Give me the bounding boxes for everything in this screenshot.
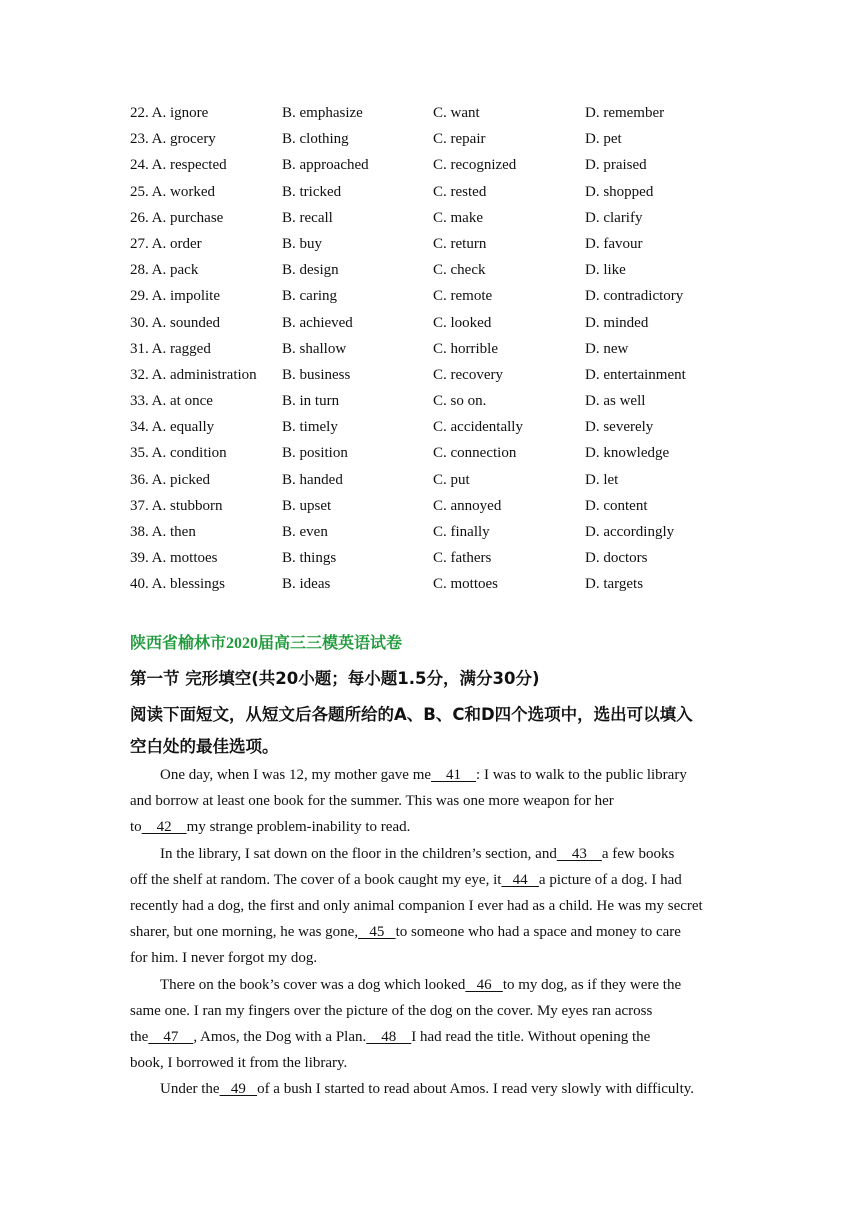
option-row [130, 414, 740, 440]
option-a: 22. A. ignore [130, 105, 209, 121]
passage-line [130, 972, 730, 998]
blank-48: 48 [366, 1028, 412, 1045]
passage-text: same one. I ran my fingers over the picture of the dog on the cover. My eyes ran across [130, 1002, 653, 1019]
option-a: 23. A. grocery [130, 131, 216, 148]
option-b: B. caring [282, 288, 337, 305]
passage-text: : I was to walk to the public library [476, 767, 687, 783]
passage-text: a picture of a dog. I had [538, 871, 682, 888]
option-row [130, 126, 740, 152]
option-row [130, 519, 740, 545]
option-row [130, 100, 740, 126]
passage-line [130, 841, 730, 867]
option-a: 27. A. order [130, 235, 202, 252]
instructions-line-1: 阅读下面短文，从短文后各题所给的A、B、C和D四个选项中，选出可以填入 [130, 705, 693, 724]
option-d: D. content [585, 497, 648, 514]
option-c: C. mottoes [433, 576, 499, 593]
section-heading: 第一节 完形填空(共20小题；每小题1.5分，满分30分) [130, 669, 540, 688]
option-row [130, 152, 740, 178]
option-a: 31. A. ragged [130, 340, 211, 357]
option-b: B. handed [282, 471, 343, 488]
option-a: 33. A. at once [130, 393, 213, 410]
passage-line [130, 814, 730, 840]
option-c: C. accidentally [433, 419, 523, 436]
passage-line [130, 867, 730, 893]
option-row [130, 310, 740, 336]
blank-44: 44 [501, 871, 539, 888]
option-row [130, 545, 740, 571]
option-row [130, 336, 740, 362]
option-b: B. upset [282, 497, 332, 514]
option-d: D. pet [585, 131, 622, 148]
option-b: B. business [282, 366, 351, 383]
instructions-line-2: 空白处的最佳选项。 [130, 737, 279, 756]
option-c: C. rested [433, 183, 487, 200]
option-c: C. repair [433, 131, 486, 148]
option-d: D. accordingly [585, 524, 675, 540]
option-b: B. recall [282, 209, 333, 226]
option-c: C. so on. [433, 393, 487, 410]
option-b: B. position [282, 445, 348, 462]
option-d: D. targets [585, 576, 644, 593]
blank-41: 41 [431, 767, 477, 783]
passage-text: sharer, but one morning, he was gone, [130, 924, 359, 941]
passage-line [130, 998, 730, 1024]
option-d: D. doctors [585, 550, 648, 567]
option-b: B. even [282, 524, 328, 540]
option-b: B. shallow [282, 340, 347, 357]
blank-43: 43 [556, 845, 602, 862]
passage-text: book, I borrowed it from the library. [130, 1055, 348, 1072]
option-c: C. recognized [433, 157, 517, 174]
passage-text: to my dog, as if they were the [502, 976, 682, 993]
option-b: B. approached [282, 157, 369, 174]
option-d: D. new [585, 340, 629, 357]
option-b: B. achieved [282, 314, 353, 331]
option-b: B. ideas [282, 576, 331, 593]
section-title: 陕西省榆林市2020届高三三模英语试卷 [130, 635, 403, 652]
option-row [130, 179, 740, 205]
option-row [130, 440, 740, 466]
option-row [130, 467, 740, 493]
option-row [130, 362, 740, 388]
option-c: C. recovery [433, 366, 503, 383]
option-c: C. connection [433, 445, 517, 462]
option-c: C. horrible [433, 340, 498, 357]
passage-line [130, 919, 730, 945]
passage-text: I had read the title. Without opening the [411, 1028, 651, 1045]
option-a: 26. A. purchase [130, 209, 224, 226]
passage-text: to someone who had a space and money to care [395, 924, 681, 941]
option-d: D. minded [585, 314, 649, 331]
passage-text: In the library, I sat down on the floor in the children’s section, and [160, 845, 557, 862]
option-c: C. put [433, 471, 470, 488]
passage-text: my strange problem-inability to read. [186, 819, 411, 836]
passage-line [130, 1076, 730, 1102]
option-a: 30. A. sounded [130, 314, 220, 331]
option-d: D. entertainment [585, 366, 686, 383]
blank-46: 46 [465, 976, 503, 993]
passage-text: a few books [601, 845, 675, 862]
option-a: 35. A. condition [130, 445, 227, 462]
option-d: D. shopped [585, 183, 654, 200]
option-row [130, 493, 740, 519]
passage-text: of a bush I started to read about Amos. I read very slowly with difficulty. [257, 1081, 695, 1098]
option-b: B. buy [282, 235, 323, 252]
option-d: D. clarify [585, 209, 643, 226]
option-row [130, 257, 740, 283]
option-b: B. design [282, 262, 339, 279]
passage-text: One day, when I was 12, my mother gave me [160, 767, 432, 783]
option-a: 38. A. then [130, 524, 196, 540]
option-row [130, 283, 740, 309]
option-c: C. looked [433, 314, 492, 331]
option-b: B. timely [282, 419, 338, 436]
option-c: C. make [433, 209, 483, 226]
option-b: B. in turn [282, 393, 340, 410]
option-b: B. tricked [282, 183, 342, 200]
passage-text: the [130, 1028, 149, 1045]
option-a: 32. A. administration [130, 366, 257, 383]
option-row [130, 231, 740, 257]
passage-text: recently had a dog, the first and only animal companion I ever had as a child. He was my secret [130, 897, 703, 914]
option-row [130, 205, 740, 231]
passage-text: to [130, 819, 142, 836]
option-c: C. fathers [433, 550, 492, 567]
option-c: C. want [433, 105, 480, 121]
option-c: C. finally [433, 524, 490, 540]
option-d: D. praised [585, 157, 647, 174]
option-a: 36. A. picked [130, 471, 210, 488]
passage-text: Under the [160, 1081, 220, 1098]
option-row [130, 388, 740, 414]
option-d: D. remember [585, 105, 665, 121]
option-d: D. favour [585, 235, 643, 252]
blank-49: 49 [219, 1081, 258, 1098]
blank-45: 45 [358, 924, 396, 941]
passage-line [130, 1050, 730, 1076]
option-d: D. contradictory [585, 288, 684, 305]
passage-line [130, 1024, 730, 1050]
blank-42: 42 [141, 819, 187, 836]
option-b: B. things [282, 550, 337, 567]
passage-text: off the shelf at random. The cover of a book caught my eye, it [130, 871, 502, 888]
options-list [130, 100, 740, 598]
passage-text: for him. I never forgot my dog. [130, 950, 318, 967]
option-a: 39. A. mottoes [130, 550, 218, 567]
cloze-passage [130, 762, 730, 1102]
option-d: D. severely [585, 419, 654, 436]
passage-text: , Amos, the Dog with a Plan. [193, 1028, 367, 1045]
option-a: 25. A. worked [130, 183, 215, 200]
option-c: C. check [433, 262, 486, 279]
passage-line [130, 893, 730, 919]
passage-text: There on the book’s cover was a dog which looked [160, 976, 466, 993]
option-c: C. return [433, 235, 487, 252]
option-c: C. remote [433, 288, 493, 305]
option-b: B. clothing [282, 131, 349, 148]
option-d: D. let [585, 471, 619, 488]
option-a: 28. A. pack [130, 262, 199, 279]
passage-text: and borrow at least one book for the summer. This was one more weapon for her [130, 793, 614, 810]
option-a: 40. A. blessings [130, 576, 226, 593]
option-a: 37. A. stubborn [130, 497, 223, 514]
option-d: D. as well [585, 393, 646, 410]
option-d: D. like [585, 262, 626, 279]
option-a: 34. A. equally [130, 419, 215, 436]
option-a: 29. A. impolite [130, 288, 220, 305]
option-a: 24. A. respected [130, 157, 227, 174]
blank-47: 47 [148, 1028, 194, 1045]
option-row [130, 571, 740, 597]
option-b: B. emphasize [282, 105, 363, 121]
option-c: C. annoyed [433, 497, 502, 514]
passage-line [130, 788, 730, 814]
passage-line [130, 945, 730, 971]
option-d: D. knowledge [585, 445, 670, 462]
passage-line [130, 762, 730, 788]
